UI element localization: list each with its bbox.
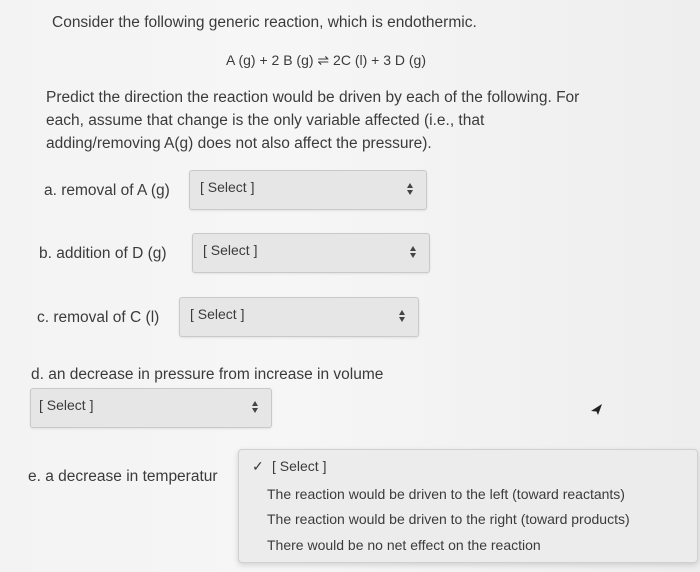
dropdown-option-left[interactable]: The reaction would be driven to the left (toward reactants) (267, 486, 625, 502)
part-a-label: a. removal of A (g) (44, 182, 170, 199)
part-c-select-value: [ Select ] (190, 306, 245, 322)
dropdown-option-no-effect[interactable]: There would be no net effect on the reaction (267, 537, 541, 553)
part-e-label: e. a decrease in temperatur (28, 468, 218, 485)
part-d-label: d. an decrease in pressure from increase in volume (31, 366, 384, 383)
part-a-select-value: [ Select ] (200, 179, 255, 195)
part-c-label: c. removal of C (l) (37, 309, 160, 326)
dropdown-option-select[interactable]: [ Select ] (272, 458, 327, 474)
updown-arrows-icon (398, 307, 406, 325)
updown-arrows-icon (409, 243, 417, 261)
question-intro: Consider the following generic reaction, which is endothermic. (52, 14, 477, 31)
part-d-select[interactable] (30, 388, 272, 428)
part-b-label: b. addition of D (g) (39, 245, 167, 262)
instructions-line-2: each, assume that change is the only variable affected (i.e., that (46, 112, 485, 129)
updown-arrows-icon (251, 398, 259, 416)
updown-arrows-icon (406, 180, 414, 198)
part-a-select[interactable] (189, 170, 427, 210)
reaction-equation: A (g) + 2 B (g) ⇌ 2C (l) + 3 D (g) (226, 52, 427, 68)
part-c-select[interactable] (179, 297, 419, 337)
part-b-select[interactable] (192, 233, 430, 273)
part-b-select-value: [ Select ] (203, 242, 258, 258)
part-e-dropdown-menu[interactable] (238, 449, 698, 563)
instructions-line-3: adding/removing A(g) does not also affect the pressure). (46, 135, 432, 152)
mouse-cursor-icon (590, 402, 604, 416)
instructions-line-1: Predict the direction the reaction would be driven by each of the following. For (46, 89, 580, 106)
part-d-select-value: [ Select ] (39, 397, 94, 413)
dropdown-option-right[interactable]: The reaction would be driven to the right (toward products) (267, 511, 630, 527)
checkmark-icon: ✓ (252, 458, 264, 474)
